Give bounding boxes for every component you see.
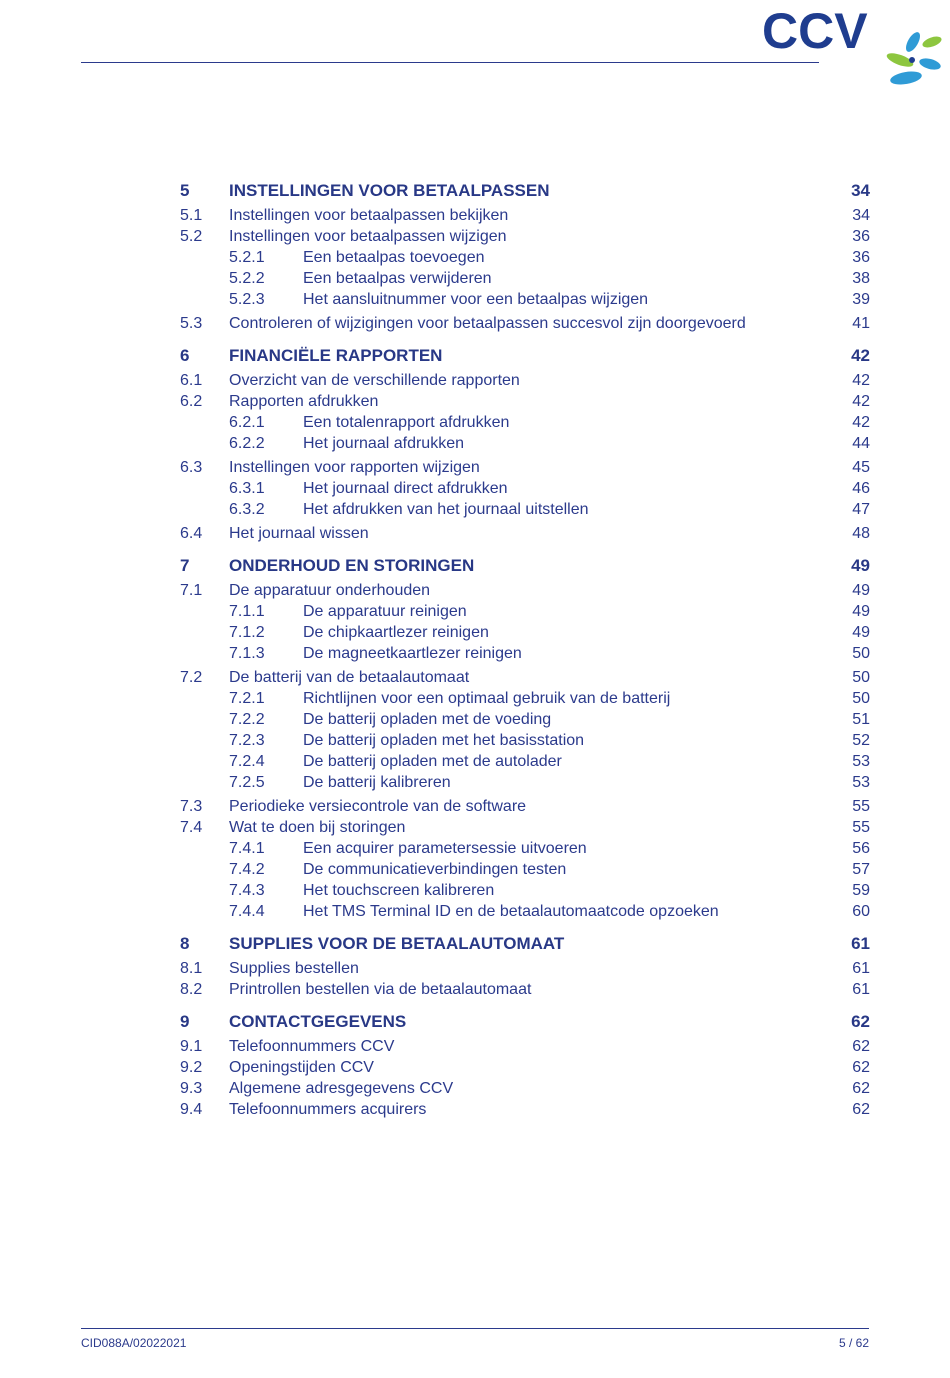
toc-title: Algemene adresgegevens CCV <box>229 1080 454 1097</box>
toc-number: 6.3 <box>180 459 203 476</box>
toc-page-number: 53 <box>852 774 870 791</box>
toc-number: 7.1.1 <box>229 603 265 620</box>
toc-title: De batterij opladen met het basisstation <box>303 732 585 749</box>
toc-entry[interactable] <box>180 958 870 979</box>
toc-number: 5.2.2 <box>229 270 265 287</box>
toc-entry[interactable] <box>180 880 870 901</box>
toc-number: 9.4 <box>180 1101 203 1118</box>
toc-title: Het journaal wissen <box>229 525 369 542</box>
toc-page-number: 42 <box>852 372 870 389</box>
toc-page-number: 44 <box>852 435 870 452</box>
toc-page-number: 50 <box>852 645 870 662</box>
toc-number: 7.2 <box>180 669 203 686</box>
toc-title: Telefoonnummers acquirers <box>229 1101 427 1118</box>
page-indicator: 5 / 62 <box>838 1336 869 1350</box>
toc-title: De chipkaartlezer reinigen <box>303 624 489 641</box>
toc-page-number: 50 <box>852 669 870 686</box>
toc-entry[interactable] <box>180 289 870 310</box>
toc-title: Het afdrukken van het journaal uitstellen <box>303 501 589 518</box>
toc-number: 8 <box>180 934 190 953</box>
toc-entry[interactable] <box>180 838 870 859</box>
toc-page-number: 62 <box>851 1012 870 1031</box>
toc-chapter[interactable] <box>180 555 870 577</box>
toc-page-number: 53 <box>852 753 870 770</box>
toc-page-number: 34 <box>851 181 870 200</box>
toc-page-number: 62 <box>852 1038 870 1055</box>
toc-title: ONDERHOUD EN STORINGEN <box>229 556 475 575</box>
toc-title: Rapporten afdrukken <box>229 393 379 410</box>
toc-number: 5.3 <box>180 315 203 332</box>
toc-number: 7.4.3 <box>229 882 265 899</box>
toc-entry[interactable] <box>180 817 870 838</box>
toc-number: 6.3.1 <box>229 480 265 497</box>
toc-entry[interactable] <box>180 391 870 412</box>
toc-title: Het aansluitnummer voor een betaalpas wijzigen <box>303 291 649 308</box>
toc-page-number: 36 <box>852 249 870 266</box>
toc-entry[interactable] <box>180 643 870 664</box>
toc-entry[interactable] <box>180 901 870 922</box>
toc-number: 7.2.3 <box>229 732 265 749</box>
toc-page-number: 42 <box>851 346 870 365</box>
toc-title: De magneetkaartlezer reinigen <box>303 645 522 662</box>
toc-page-number: 62 <box>852 1059 870 1076</box>
toc-number: 5.2.1 <box>229 249 265 266</box>
toc-entry[interactable] <box>180 499 870 520</box>
toc-number: 6.1 <box>180 372 203 389</box>
toc-title: De batterij opladen met de autolader <box>303 753 562 770</box>
toc-title: INSTELLINGEN VOOR BETAALPASSEN <box>229 181 550 200</box>
toc-entry[interactable] <box>180 226 870 247</box>
toc-entry[interactable] <box>180 622 870 643</box>
toc-title: Instellingen voor betaalpassen bekijken <box>229 207 509 224</box>
toc-page-number: 61 <box>851 934 870 953</box>
toc-number: 7.4.4 <box>229 903 265 920</box>
toc-entry[interactable] <box>180 1036 870 1057</box>
toc-entry[interactable] <box>180 268 870 289</box>
toc-number: 7.3 <box>180 798 203 815</box>
toc-entry[interactable] <box>180 1099 870 1120</box>
toc-number: 9 <box>180 1012 190 1031</box>
toc-number: 7.2.4 <box>229 753 265 770</box>
toc-page-number: 49 <box>852 582 870 599</box>
toc-number: 5.2 <box>180 228 203 245</box>
toc-entry[interactable] <box>180 370 870 391</box>
toc-entry[interactable] <box>180 433 870 454</box>
toc-entry[interactable] <box>180 1078 870 1099</box>
toc-number: 6.2 <box>180 393 203 410</box>
toc-title: Een betaalpas verwijderen <box>303 270 492 287</box>
toc-number: 6.4 <box>180 525 203 542</box>
toc-chapter[interactable] <box>180 1011 870 1033</box>
toc-number: 6 <box>180 346 190 365</box>
toc-number: 7.1.2 <box>229 624 265 641</box>
toc-number: 9.3 <box>180 1080 203 1097</box>
toc-title: CONTACTGEGEVENS <box>229 1012 407 1031</box>
toc-entry[interactable] <box>180 772 870 793</box>
toc-number: 7.2.1 <box>229 690 265 707</box>
toc-entry[interactable] <box>180 412 870 433</box>
toc-page-number: 48 <box>852 525 870 542</box>
toc-entry[interactable] <box>180 709 870 730</box>
toc-number: 7.4 <box>180 819 203 836</box>
toc-number: 6.2.2 <box>229 435 265 452</box>
toc-page-number: 46 <box>852 480 870 497</box>
toc-entry[interactable] <box>180 247 870 268</box>
toc-entry[interactable] <box>180 205 870 226</box>
toc-title: Het journaal direct afdrukken <box>303 480 508 497</box>
toc-entry[interactable] <box>180 751 870 772</box>
toc-entry[interactable] <box>180 523 870 544</box>
toc-number: 7 <box>180 556 190 575</box>
toc-title: Een betaalpas toevoegen <box>303 249 485 266</box>
toc-page-number: 47 <box>852 501 870 518</box>
toc-title: Printrollen bestellen via de betaalautomaat <box>229 981 532 998</box>
toc-page-number: 62 <box>852 1101 870 1118</box>
toc-title: De batterij kalibreren <box>303 774 451 791</box>
toc-title: De apparatuur reinigen <box>303 603 467 620</box>
toc-entry[interactable] <box>180 601 870 622</box>
toc-number: 7.4.2 <box>229 861 265 878</box>
toc-number: 7.2.2 <box>229 711 265 728</box>
toc-title: Het TMS Terminal ID en de betaalautomaatcode opzoeken <box>303 903 719 920</box>
document-code: CID088A/02022021 <box>81 1336 187 1350</box>
toc-page-number: 49 <box>852 624 870 641</box>
toc-number: 7.2.5 <box>229 774 265 791</box>
toc-number: 7.1.3 <box>229 645 265 662</box>
toc-page-number: 55 <box>852 819 870 836</box>
toc-page-number: 39 <box>852 291 870 308</box>
toc-entry[interactable] <box>180 580 870 601</box>
toc-title: Telefoonnummers CCV <box>229 1038 395 1055</box>
toc-page-number: 42 <box>852 393 870 410</box>
toc-title: Periodieke versiecontrole van de software <box>229 798 527 815</box>
toc-page-number: 34 <box>852 207 870 224</box>
toc-number: 8.2 <box>180 981 203 998</box>
toc-page-number: 50 <box>852 690 870 707</box>
toc-entry[interactable] <box>180 859 870 880</box>
toc-title: De apparatuur onderhouden <box>229 582 431 599</box>
toc-entry[interactable] <box>180 730 870 751</box>
toc-page-number: 56 <box>852 840 870 857</box>
toc-chapter[interactable] <box>180 180 870 202</box>
toc-entry[interactable] <box>180 457 870 478</box>
toc-number: 9.1 <box>180 1038 203 1055</box>
toc-number: 7.4.1 <box>229 840 265 857</box>
toc-number: 6.2.1 <box>229 414 265 431</box>
toc-title: Overzicht van de verschillende rapporten <box>229 372 520 389</box>
toc-page-number: 41 <box>852 315 870 332</box>
toc-page-number: 42 <box>852 414 870 431</box>
ccv-logo-text: CCV <box>762 3 868 59</box>
toc-title: FINANCIËLE RAPPORTEN <box>229 346 443 365</box>
toc-title: Een totalenrapport afdrukken <box>303 414 510 431</box>
toc-page-number: 38 <box>852 270 870 287</box>
toc-page-number: 49 <box>852 603 870 620</box>
toc-page-number: 36 <box>852 228 870 245</box>
toc-page-number: 45 <box>852 459 870 476</box>
ccv-logo <box>760 2 945 94</box>
toc-number: 5 <box>180 181 190 200</box>
toc-entry[interactable] <box>180 667 870 688</box>
toc-page-number: 49 <box>851 556 870 575</box>
toc-number: 5.1 <box>180 207 203 224</box>
toc-page-number: 62 <box>852 1080 870 1097</box>
toc-title: SUPPLIES VOOR DE BETAALAUTOMAAT <box>229 934 565 953</box>
toc-entry[interactable] <box>180 979 870 1000</box>
toc-number: 7.1 <box>180 582 203 599</box>
toc-chapter[interactable] <box>180 933 870 955</box>
toc-title: Instellingen voor rapporten wijzigen <box>229 459 480 476</box>
toc-title: Instellingen voor betaalpassen wijzigen <box>229 228 507 245</box>
toc-entry[interactable] <box>180 688 870 709</box>
toc-title: Richtlijnen voor een optimaal gebruik van de batterij <box>303 690 671 707</box>
toc-title: De batterij opladen met de voeding <box>303 711 552 728</box>
header-rule <box>81 62 819 63</box>
toc-title: Controleren of wijzigingen voor betaalpassen succesvol zijn doorgevoerd <box>229 315 746 332</box>
toc-number: 5.2.3 <box>229 291 265 308</box>
toc-page-number: 61 <box>852 960 870 977</box>
toc-title: Supplies bestellen <box>229 960 359 977</box>
toc-title: Het touchscreen kalibreren <box>303 882 495 899</box>
toc-title: De communicatieverbindingen testen <box>303 861 567 878</box>
flower-icon <box>885 30 943 87</box>
toc-page-number: 51 <box>852 711 870 728</box>
toc-title: Openingstijden CCV <box>229 1059 374 1076</box>
toc-number: 6.3.2 <box>229 501 265 518</box>
toc-title: Een acquirer parametersessie uitvoeren <box>303 840 587 857</box>
toc-title: Het journaal afdrukken <box>303 435 464 452</box>
toc-number: 8.1 <box>180 960 203 977</box>
toc-page-number: 52 <box>852 732 870 749</box>
toc-number: 9.2 <box>180 1059 203 1076</box>
toc-entry[interactable] <box>180 1057 870 1078</box>
toc-page-number: 55 <box>852 798 870 815</box>
toc-title: De batterij van de betaalautomaat <box>229 669 470 686</box>
footer-rule <box>81 1328 869 1329</box>
table-of-contents <box>180 180 870 1120</box>
toc-page-number: 57 <box>852 861 870 878</box>
toc-page-number: 61 <box>852 981 870 998</box>
toc-entry[interactable] <box>180 796 870 817</box>
toc-entry[interactable] <box>180 313 870 334</box>
toc-page-number: 60 <box>852 903 870 920</box>
toc-entry[interactable] <box>180 478 870 499</box>
toc-page-number: 59 <box>852 882 870 899</box>
toc-title: Wat te doen bij storingen <box>229 819 406 836</box>
toc-chapter[interactable] <box>180 345 870 367</box>
